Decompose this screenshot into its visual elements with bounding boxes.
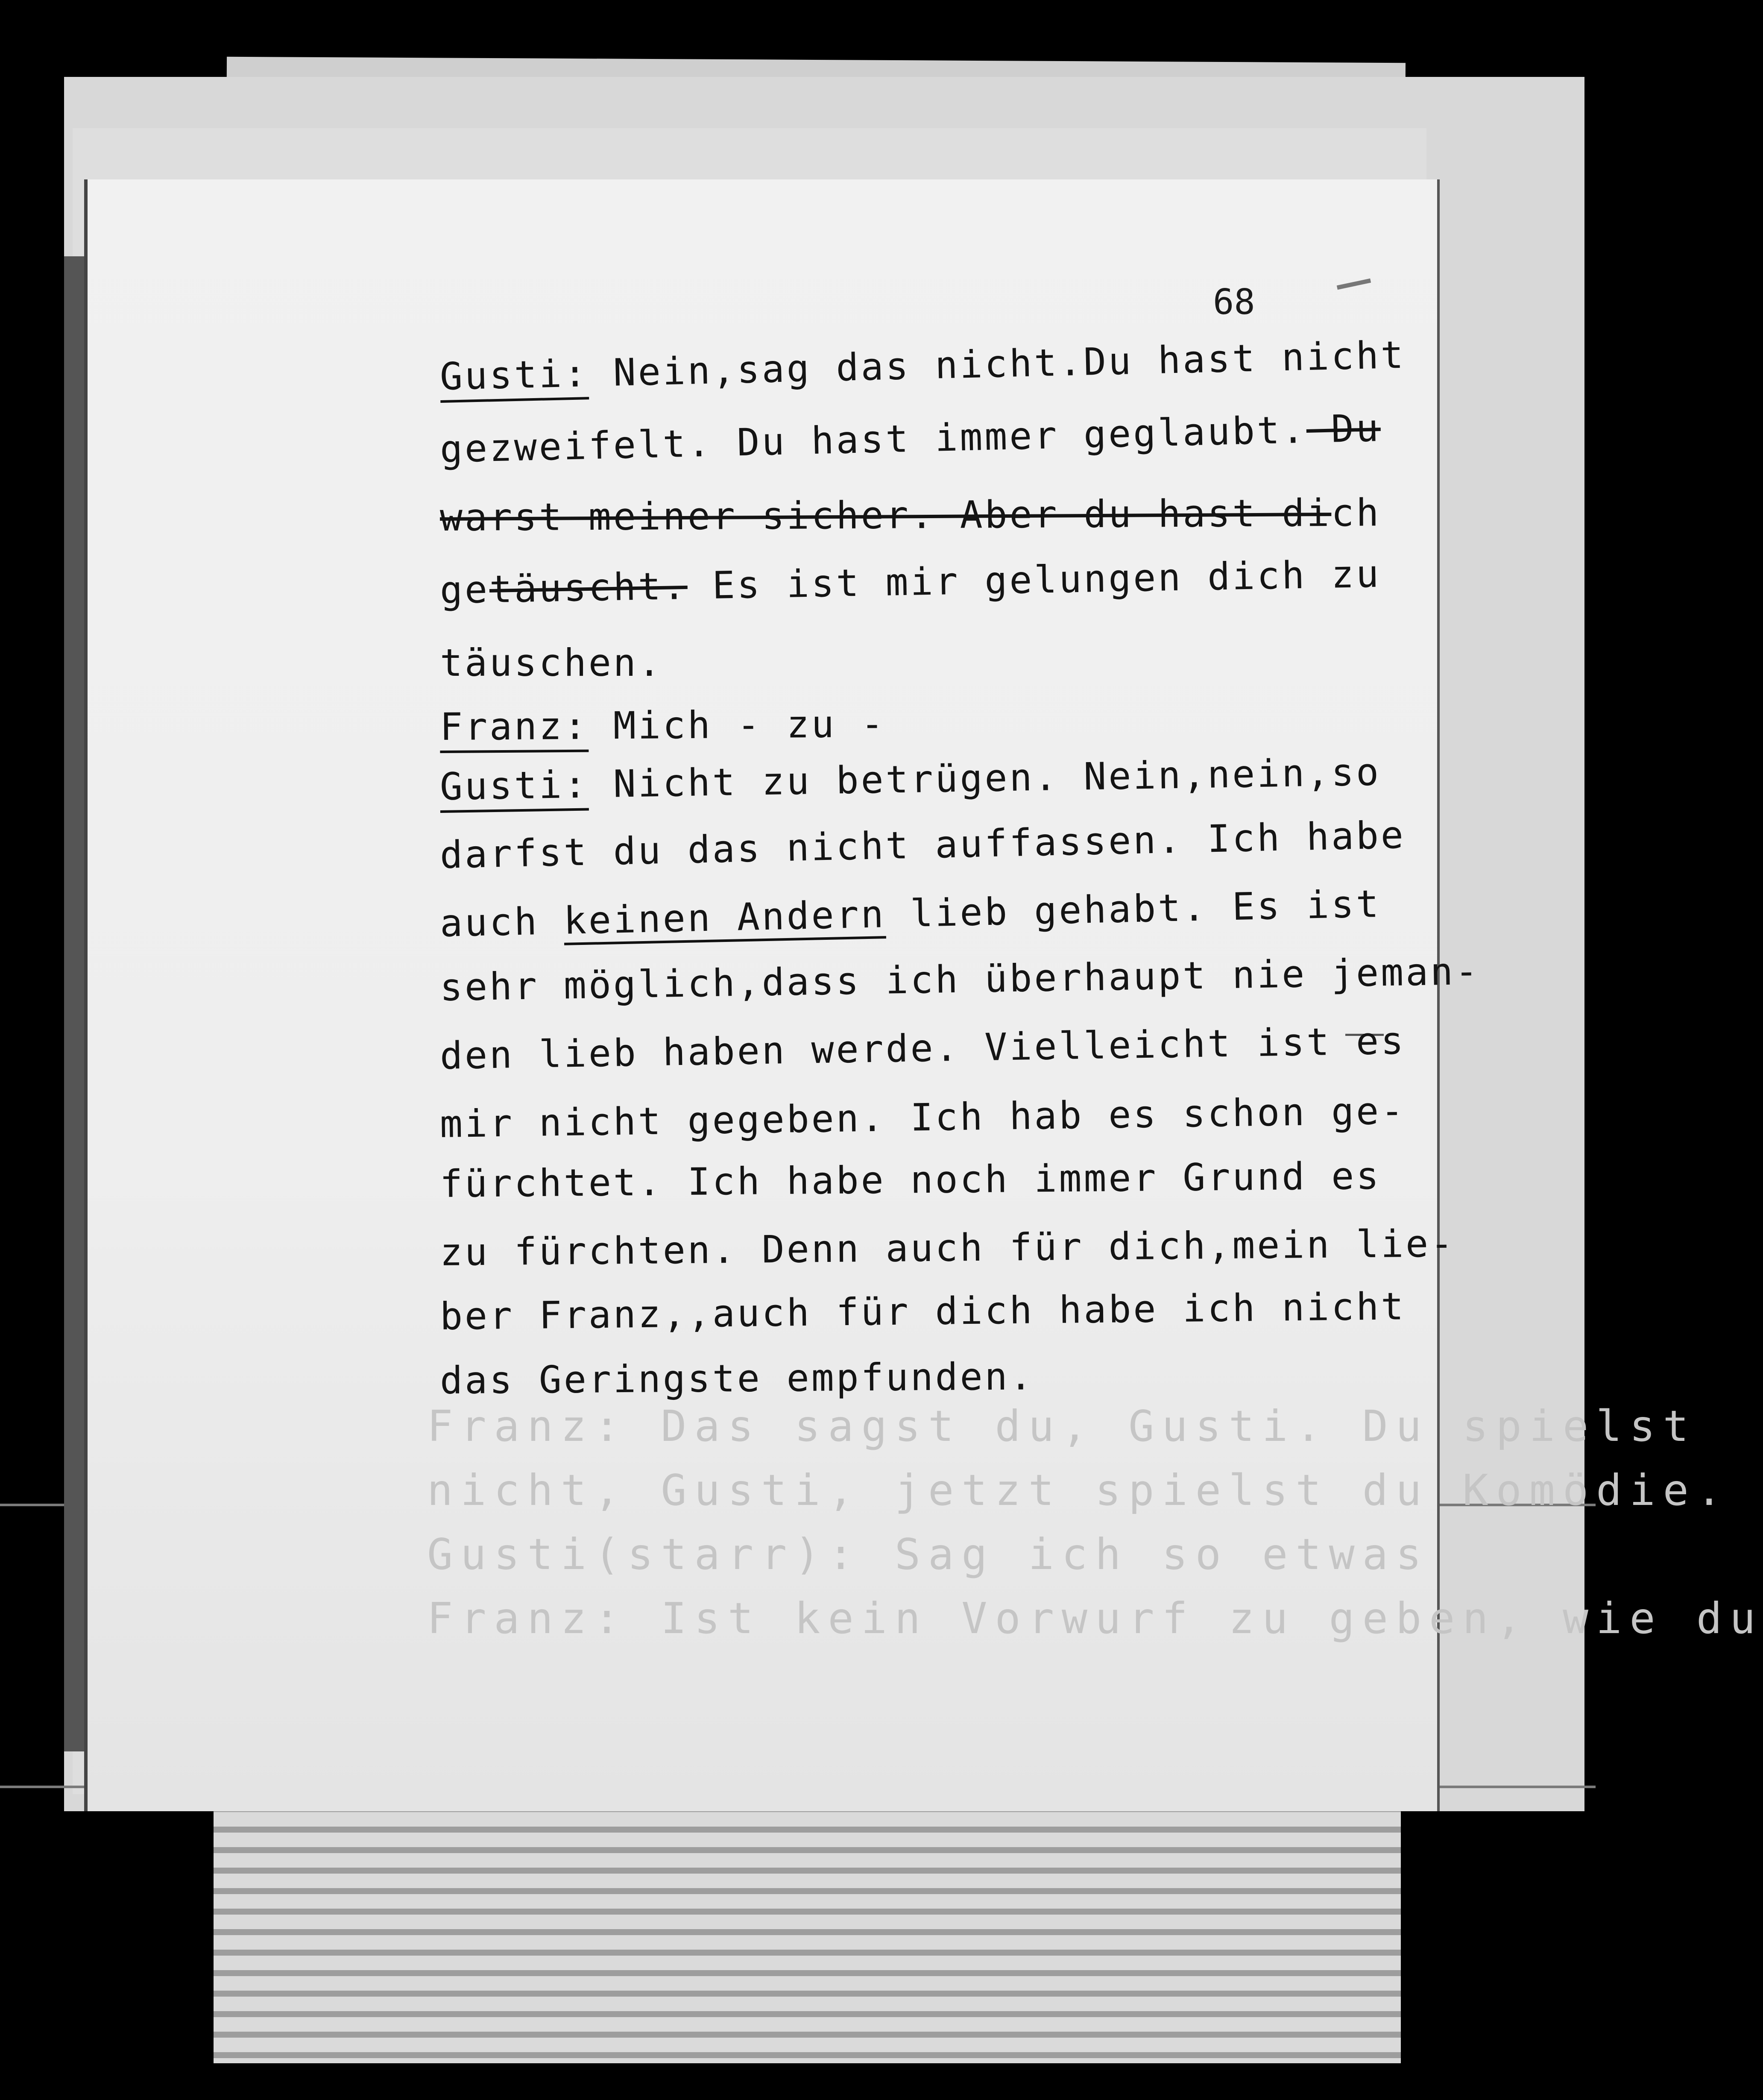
- speaker-label: Gusti:: [439, 351, 589, 403]
- text-line: [440, 702, 886, 749]
- struck-text: täuscht.: [489, 563, 688, 611]
- text-segment: den lieb haben werde. Vielleicht ist es: [439, 1018, 1406, 1078]
- text-segment: sehr möglich,dass ich überhaupt nie jeman-: [439, 949, 1480, 1009]
- text-segment: das Geringste empfunden.: [439, 1354, 1034, 1402]
- bleed-through-line: nicht, Gusti, jetzt spielst du Komödie.: [427, 1465, 1730, 1515]
- text-segment: ge: [439, 567, 490, 612]
- text-segment: Es ist mir gelungen dich zu: [687, 551, 1381, 608]
- paper-stack-edges: [214, 1786, 1401, 2063]
- text-line: [440, 1354, 1034, 1402]
- text-line: [440, 641, 663, 685]
- bleed-through-line: Gusti(starr): Sag ich so etwas: [427, 1529, 1429, 1579]
- text-line: [440, 490, 1381, 540]
- text-segment: zu fürchten. Denn auch für dich,mein lie-: [439, 1221, 1456, 1274]
- speaker-label: Gusti:: [439, 763, 589, 813]
- bleed-through-line: Franz: Das sagst du, Gusti. Du spielst: [427, 1401, 1696, 1451]
- underlined-text: keinen Andern: [563, 892, 886, 945]
- text-segment: lieb gehabt. Es ist: [885, 881, 1381, 936]
- text-segment: gezweifelt. Du hast immer geglaubt.: [439, 407, 1307, 471]
- struck-text: Du: [1306, 406, 1381, 452]
- speaker-label: Franz:: [440, 704, 589, 753]
- bleed-through-line: Franz: Ist kein Vorwurf zu geben, wie du: [427, 1593, 1763, 1643]
- text-segment: darfst du das nicht auffassen. Ich habe: [439, 812, 1406, 877]
- page-number: 68: [1213, 282, 1255, 323]
- text-segment: fürchtet. Ich habe noch immer Grund es: [439, 1153, 1381, 1206]
- text-line: [440, 1154, 1381, 1206]
- text-segment: ber Franz,,auch für dich habe ich nicht: [439, 1284, 1406, 1338]
- text-segment: mir nicht gegeben. Ich hab es schon ge-: [439, 1088, 1406, 1146]
- text-line: [440, 1221, 1456, 1274]
- struck-text: warst meiner sicher. Aber du hast di: [439, 491, 1332, 540]
- text-segment: täuschen.: [440, 641, 663, 685]
- text-segment: auch: [439, 898, 564, 945]
- text-segment: Nein,sag das nicht.Du hast nicht: [588, 332, 1406, 396]
- text-segment: Mich - zu -: [588, 701, 886, 748]
- text-segment: Nicht zu betrügen. Nein,nein,so: [588, 750, 1381, 807]
- text-segment: ch: [1331, 490, 1381, 535]
